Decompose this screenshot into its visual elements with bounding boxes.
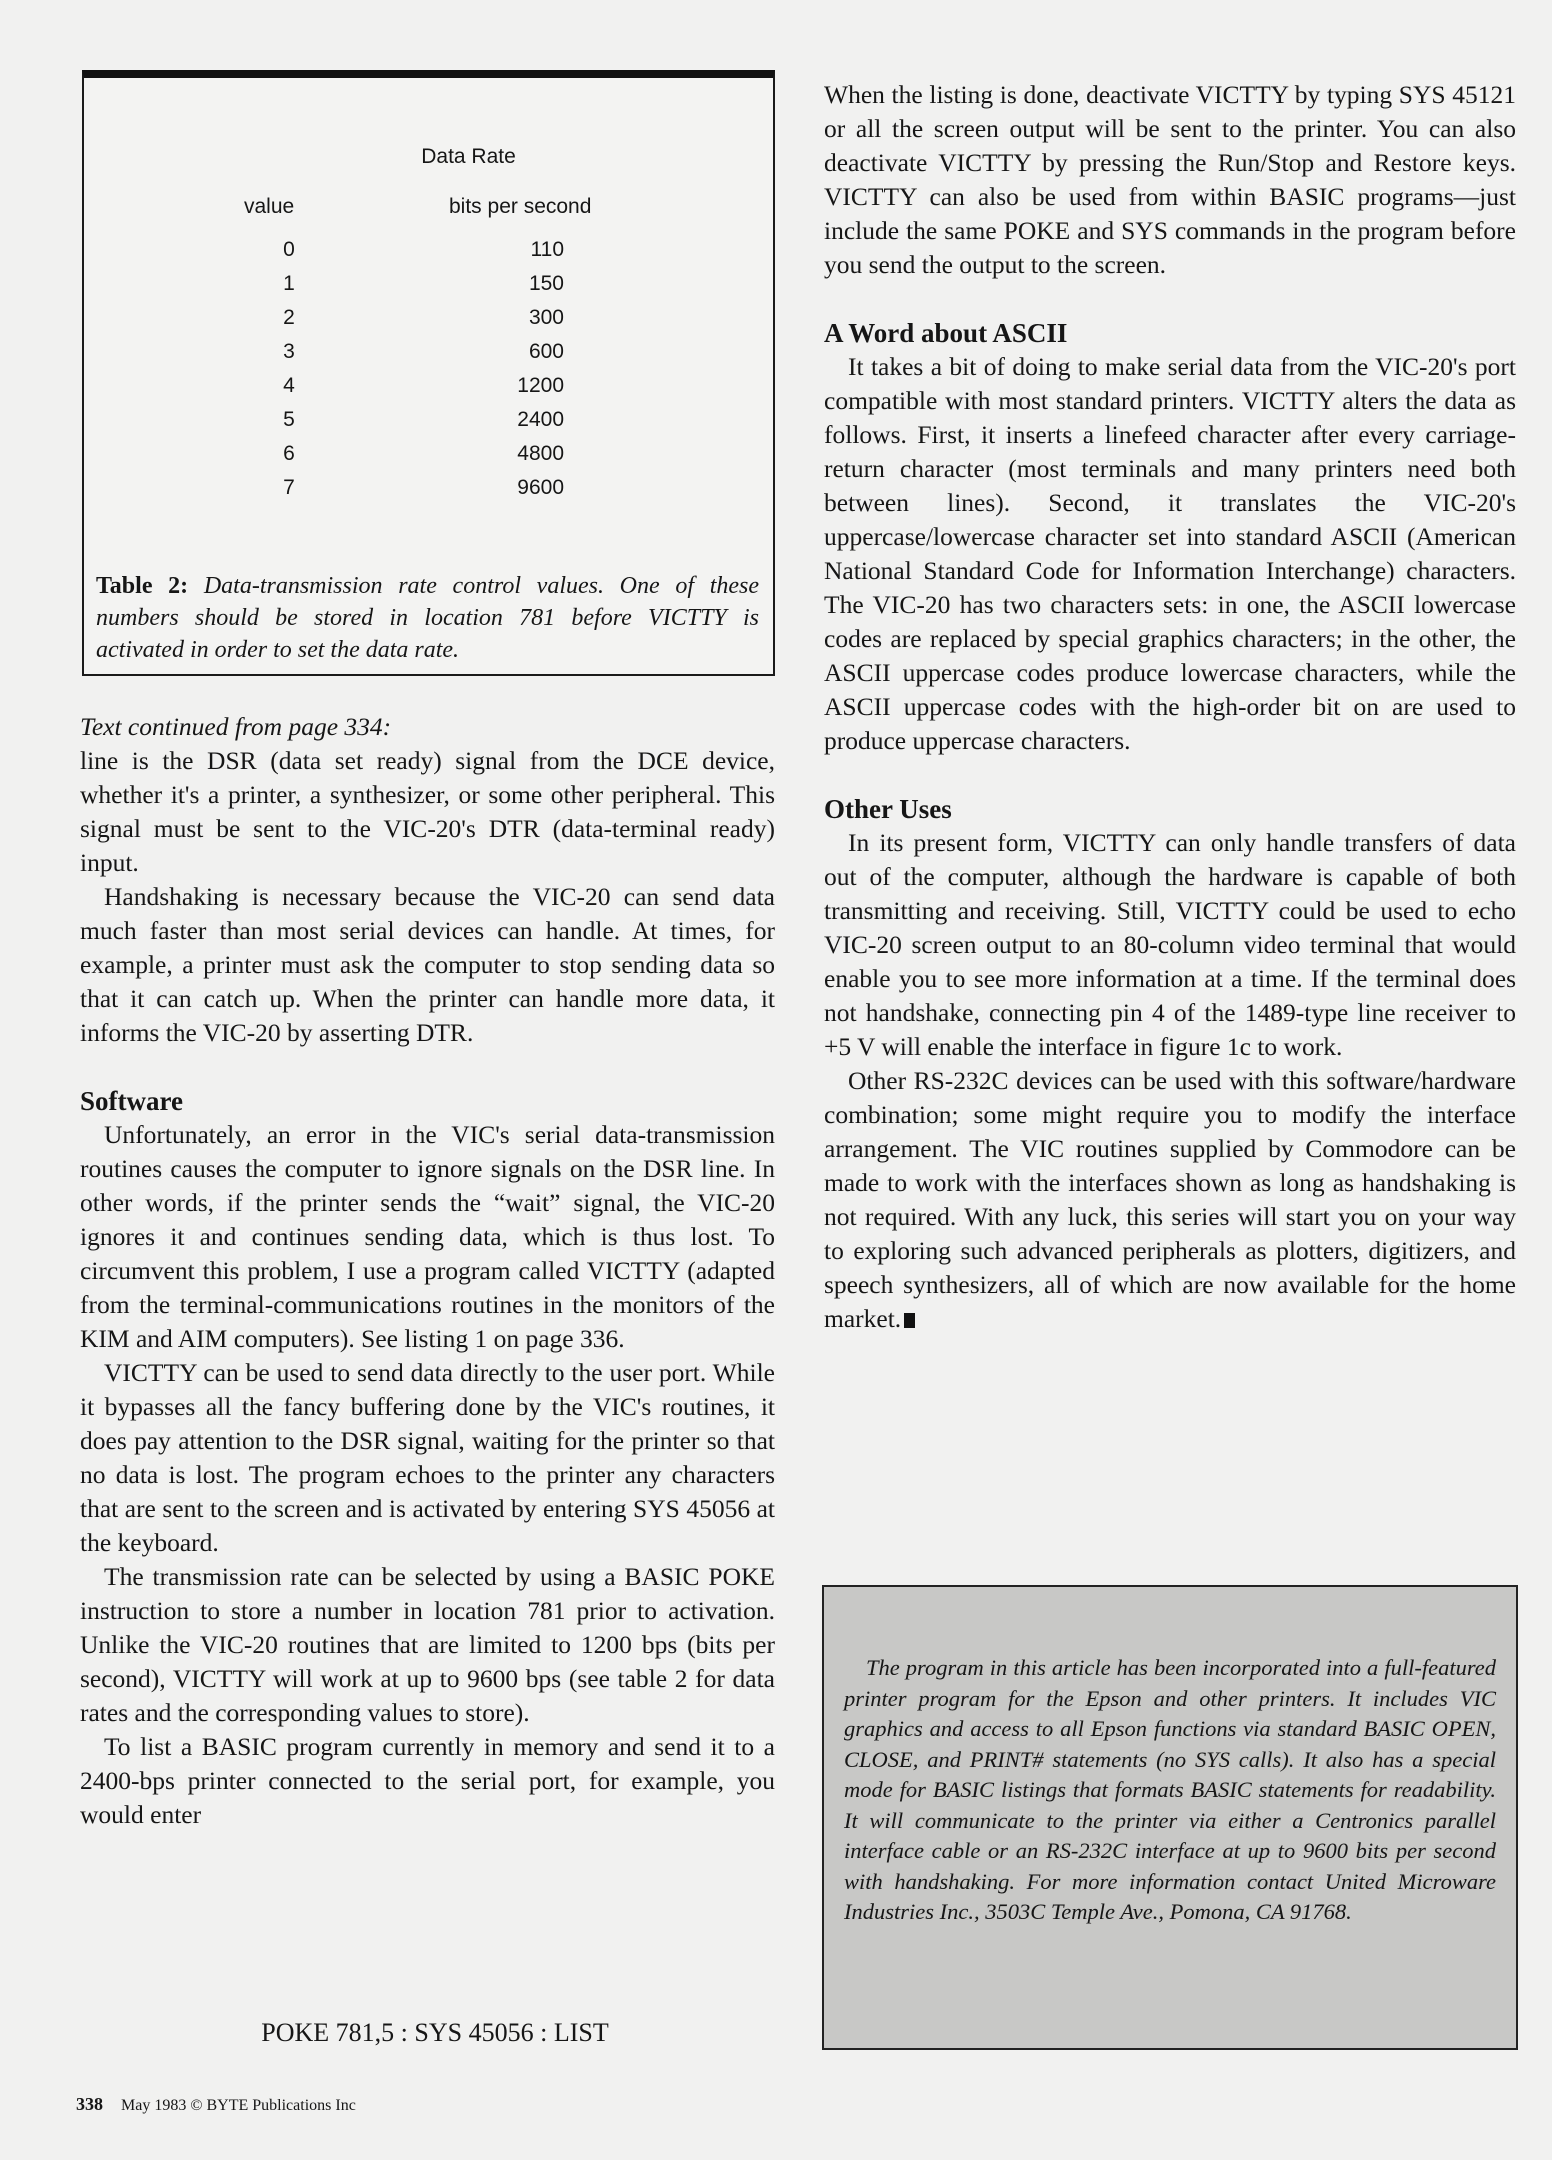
cell-bps: 150 <box>528 272 564 295</box>
left-column <box>80 710 775 1832</box>
column-header-bps: bits per second <box>449 195 592 218</box>
paragraph: When the listing is done, deactivate VICTTY by typing SYS 45121 or all the screen output will be sent to the printer. You can also deactivate VICTTY by pressing the Run/Stop and Restore keys. VICTTY can also be used from within BASIC programs—just include the same POKE and SYS commands in the program before you send the output to the screen. <box>824 80 1516 279</box>
cell-value: 4 <box>283 374 295 397</box>
cell-value: 2 <box>283 306 295 329</box>
caption-label: Table 2: <box>96 573 189 599</box>
paragraph: VICTTY can be used to send data directly to the user port. While it bypasses all the fancy buffering done by the VIC's routines, it does pay attention to the DSR signal, waiting for the printer so that no data is lost. The program echoes to the printer any characters that are sent to the screen and is activated by entering SYS 45056 at the keyboard. <box>80 1358 775 1557</box>
paragraph: line is the DSR (data set ready) signal from the DCE device, whether it's a printer, a synthesizer, or some other peripheral. This signal must be sent to the VIC-20's DTR (data-terminal ready) input. <box>80 746 775 877</box>
cell-bps: 9600 <box>517 476 564 499</box>
table-row <box>84 442 773 476</box>
table-row <box>84 272 773 306</box>
page-footer <box>76 2094 356 2115</box>
column-header-value: value <box>244 195 295 218</box>
cell-bps: 4800 <box>517 442 564 465</box>
paragraph: In its present form, VICTTY can only handle transfers of data out of the computer, although the hardware is capable of both transmitting and receiving. Still, VICTTY could be used to echo VIC-20 screen output to an 80-column video terminal that would enable you to see more information at a time. If the terminal does not handshake, connecting pin 4 of the 1489-type line receiver to +5 V will enable the interface in figure 1c to work. <box>824 828 1516 1061</box>
paragraph: The transmission rate can be selected by using a BASIC POKE instruction to store a number in location 781 prior to activation. Unlike the VIC-20 routines that are limited to 1200 bps (bits per second), VICTTY will work at up to 9600 bps (see table 2 for data rates and the corresponding values to store). <box>80 1562 775 1727</box>
table-row <box>84 306 773 340</box>
cell-bps: 110 <box>530 238 564 261</box>
paragraph-text: Other RS-232C devices can be used with this software/hardware combination; some might require you to modify the interface arrangement. The VIC routines supplied by Commodore can be made to work with the interfaces shown as long as handshaking is not required. With any luck, this series will start you on your way to exploring such advanced peripherals as plotters, digitizers, and speech synthesizers, all of which are now available for the home market. <box>824 1066 1516 1333</box>
table-row <box>84 340 773 374</box>
basic-command: POKE 781,5 : SYS 45056 : LIST <box>261 2018 609 2047</box>
continued-note: Text continued from page 334: <box>80 712 392 741</box>
cell-value: 6 <box>283 442 295 465</box>
page-number: 338 <box>76 2094 103 2114</box>
cell-bps: 1200 <box>517 374 564 397</box>
cell-value: 5 <box>283 408 295 431</box>
table-row <box>84 476 773 510</box>
cell-value: 0 <box>283 238 295 261</box>
paragraph: To list a BASIC program currently in memory and send it to a 2400-bps printer connected to the serial port, for example, you would enter <box>80 1732 775 1829</box>
right-column <box>824 78 1516 1336</box>
cell-bps: 600 <box>528 340 564 363</box>
table-body <box>84 238 773 510</box>
paragraph <box>824 1064 1516 1336</box>
paragraph: Unfortunately, an error in the VIC's serial data-transmission routines causes the computer to ignore signals on the DSR line. In other words, if the printer sends the “wait” signal, the VIC-20 ignores it and continues sending data, which is thus lost. To circumvent this problem, I use a program called VICTTY (adapted from the terminal-communications routines in the monitors of the KIM and AIM computers). See listing 1 on page 336. <box>80 1120 775 1353</box>
table-title: Data Rate <box>421 145 516 168</box>
data-rate-table <box>82 70 775 676</box>
cell-bps: 2400 <box>517 408 564 431</box>
caption-text: Data-transmission rate control values. One of these numbers should be stored in location 781 before VICTTY is activated in order to set the data rate. <box>96 573 760 663</box>
table-row <box>84 374 773 408</box>
end-of-article-icon <box>904 1313 915 1328</box>
paragraph: It takes a bit of doing to make serial data from the VIC-20's port compatible with most standard printers. VICTTY alters the data as follows. First, it inserts a linefeed character after every carriage-return character (most terminals and many printers need both between lines). Second, it translates the VIC-20's uppercase/lowercase character set into standard ASCII (American National Standard Code for Information Interchange) characters. The VIC-20 has two characters sets: in one, the ASCII lowercase codes are replaced by special graphics characters; in the other, the ASCII uppercase codes produce lowercase characters, while the ASCII uppercase codes with the high-order bit on are used to produce uppercase characters. <box>824 352 1516 755</box>
table-caption <box>96 570 759 666</box>
footer-credit: May 1983 © BYTE Publications Inc <box>121 2097 356 2114</box>
product-note-box <box>822 1585 1518 2050</box>
cell-value: 7 <box>283 476 295 499</box>
table-row <box>84 238 773 272</box>
section-heading-other-uses: Other Uses <box>824 794 952 824</box>
cell-bps: 300 <box>528 306 564 329</box>
paragraph: Handshaking is necessary because the VIC-20 can send data much faster than most serial devices can handle. At times, for example, a printer must ask the computer to stop sending data so that it can catch up. When the printer can handle more data, it informs the VIC-20 by asserting DTR. <box>80 882 775 1047</box>
note-text: The program in this article has been incorporated into a full-featured printer program for the Epson and other printers. It includes VIC graphics and access to all Epson functions via standard BASIC OPEN, CLOSE, and PRINT# statements (no SYS calls). It also has a special mode for BASIC listings that formats BASIC statements for readability. It will communicate to the printer via either a Centronics parallel interface cable or an RS-232C interface at up to 9600 bits per second with handshaking. For more information contact United Microware Industries Inc., 3503C Temple Ave., Pomona, CA 91768. <box>844 1655 1496 1924</box>
table-row <box>84 408 773 442</box>
section-heading-software: Software <box>80 1086 183 1116</box>
cell-value: 3 <box>283 340 295 363</box>
cell-value: 1 <box>283 272 295 295</box>
section-heading-ascii: A Word about ASCII <box>824 318 1068 348</box>
